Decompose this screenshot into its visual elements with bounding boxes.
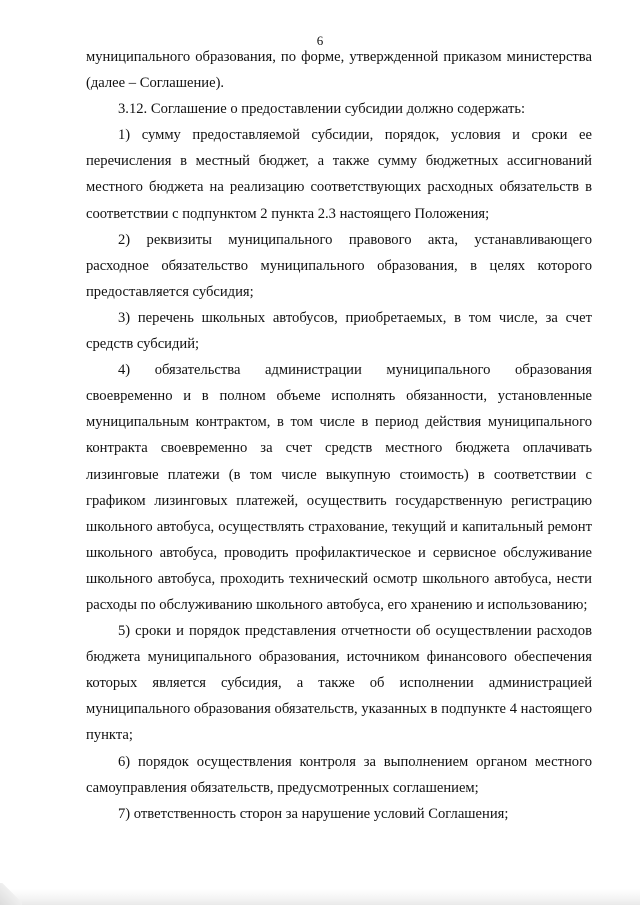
list-item-5: 5) сроки и порядок представления отчетности об осуществлении расходов бюджета муниципального образования, источником финансового обеспечения которых является субсидия, а также об исполнении администрацией муниципального образования обязательств, указанных в подпункте 4 настоящего пункта; — [86, 623, 592, 744]
page-number: 6 — [316, 33, 324, 48]
list-item-2: 2) реквизиты муниципального правового акта, устанавливающего расходное обязательство муниципального образования, в целях которого предоставляется субсидия; — [86, 231, 592, 300]
list-item-4: 4) обязательства администрации муниципального образования своевременно и в полном объеме исполнять обязанности, установленные муниципальным контрактом, в том числе в период действия муниципального контракта своевременно за счет средств местного бюджета оплачивать лизинговые платежи (в том числе выкупную стоимость) в соответствии с графиком лизинговых платежей, осуществить государственную регистрацию школьного автобуса, осуществлять страхование, текущий и капитальный ремонт школьного автобуса, проводить профилактическое и сервисное обслуживание школьного автобуса, проходить технический осмотр школьного автобуса, нести расходы по обслуживанию школьного автобуса, его хранению и использованию; — [86, 362, 592, 613]
page-bottom-shadow — [0, 889, 640, 905]
list-item-6: 6) порядок осуществления контроля за выполнением органом местного самоуправления обязательств, предусмотренных соглашением; — [86, 753, 592, 796]
list-item-1: 1) сумму предоставляемой субсидии, порядок, условия и сроки ее перечисления в местный бюджет, а также сумму бюджетных ассигнований местного бюджета на реализацию соответствующих расходных обязательств в соответствии с подпунктом 2 пункта 2.3 настоящего Положения; — [86, 127, 592, 222]
paragraph-intro: муниципального образования, по форме, утвержденной приказом министерства (далее – Соглашение). — [86, 49, 592, 92]
page-corner-fold — [0, 883, 22, 905]
document-body — [86, 44, 592, 827]
list-item-3: 3) перечень школьных автобусов, приобретаемых, в том числе, за счет средств субсидий; — [86, 309, 592, 353]
list-item-7: 7) ответственность сторон за нарушение условий Соглашения; — [118, 805, 509, 822]
paragraph-3-12: 3.12. Соглашение о предоставлении субсидии должно содержать: — [118, 101, 526, 118]
